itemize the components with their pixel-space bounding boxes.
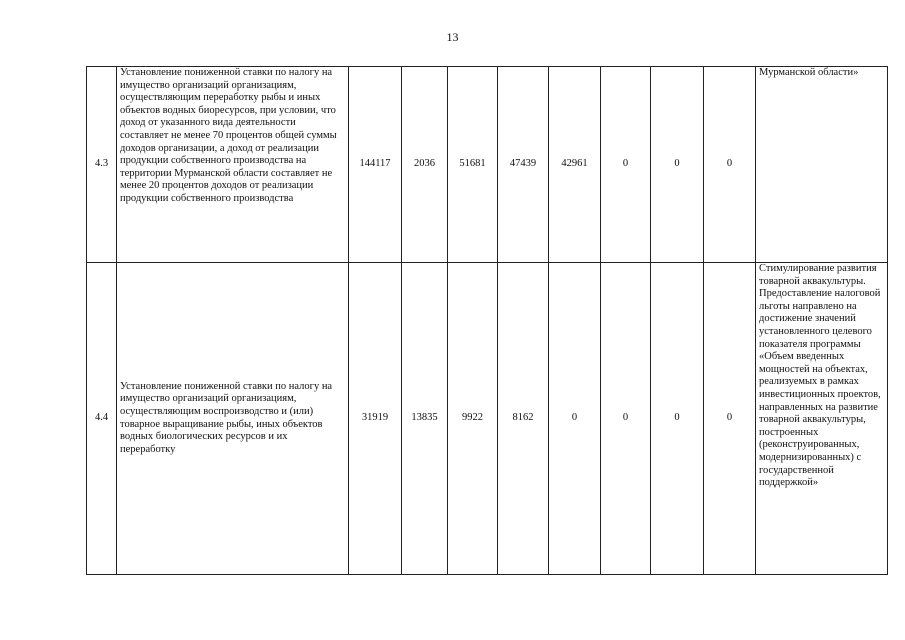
value-cell: 8162 bbox=[498, 263, 549, 575]
value-cell: 0 bbox=[601, 67, 651, 263]
value-cell: 0 bbox=[704, 67, 756, 263]
value-cell: 144117 bbox=[349, 67, 402, 263]
value-cell: 0 bbox=[601, 263, 651, 575]
page-number: 13 bbox=[446, 30, 459, 44]
row-note: Стимулирование развития товарной аквакультуры. Предоставление налоговой льготы направлено на достижение значений установленного целевого показателя программы «Объем введенных мощностей на объектах, реализуемых в рамках инвестиционных проектов, направленных на развитие товарной аквакультуры, построенных (реконструированных, модернизированных) с государственной поддержкой» bbox=[756, 263, 888, 575]
row-index: 4.3 bbox=[87, 67, 117, 263]
value-cell: 47439 bbox=[498, 67, 549, 263]
value-cell: 0 bbox=[549, 263, 601, 575]
table-row bbox=[87, 263, 888, 575]
value-cell: 31919 bbox=[349, 263, 402, 575]
value-cell: 42961 bbox=[549, 67, 601, 263]
value-cell: 51681 bbox=[448, 67, 498, 263]
row-description: Установление пониженной ставки по налогу на имущество организаций организациям, осуществляющим переработку рыбы и иных объектов водных биоресурсов, при условии, что доход от указанного вида деятельности составляет не менее 70 процентов общей суммы доходов организации, а доход от реализации продукции собственного производства на территории Мурманской области составляет не менее 20 процентов доходов от реализации продукции собственного производства bbox=[117, 67, 349, 263]
tax-benefits-table bbox=[86, 66, 888, 575]
value-cell: 0 bbox=[651, 263, 704, 575]
row-description: Установление пониженной ставки по налогу на имущество организаций организациям, осуществляющим воспроизводство и (или) товарное выращивание рыбы, иных объектов водных биологических ресурсов и их переработку bbox=[117, 263, 349, 575]
value-cell: 13835 bbox=[402, 263, 448, 575]
row-note: Мурманской области» bbox=[756, 67, 888, 263]
value-cell: 0 bbox=[651, 67, 704, 263]
value-cell: 2036 bbox=[402, 67, 448, 263]
value-cell: 0 bbox=[704, 263, 756, 575]
row-index: 4.4 bbox=[87, 263, 117, 575]
value-cell: 9922 bbox=[448, 263, 498, 575]
table-row bbox=[87, 67, 888, 263]
